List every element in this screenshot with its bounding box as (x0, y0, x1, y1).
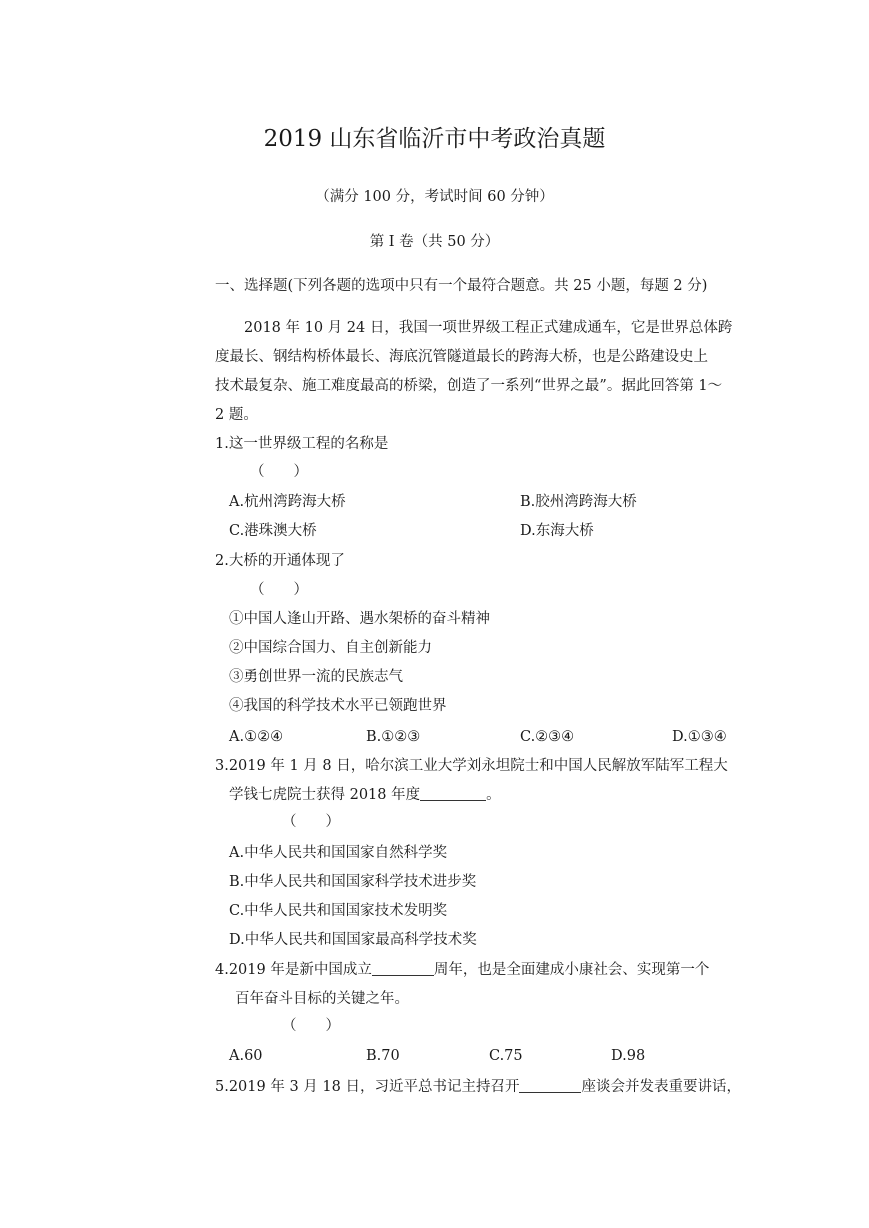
option-a: A.中华人民共和国国家自然科学奖 (229, 845, 448, 861)
answer-paren: （ ） (250, 464, 308, 480)
page-title: 2019 山东省临沂市中考政治真题 (263, 126, 606, 152)
statement-item: ④我国的科学技术水平已领跑世界 (229, 698, 447, 714)
answer-paren: （ ） (282, 1018, 340, 1034)
question-1-stem: 1.这一世界级工程的名称是 (215, 436, 389, 452)
volume-heading: 第 I 卷（共 50 分） (369, 234, 500, 250)
question-3-stem: 3.2019 年 1 月 8 日，哈尔滨工业大学刘永坦院士和中国人民解放军陆军工程大 (215, 758, 728, 774)
stem-text: 座谈会并发表重要讲话， (581, 1079, 741, 1095)
option-d: D.①③④ (672, 729, 727, 745)
question-4-stem (215, 960, 709, 980)
material-line: 2018 年 10 月 24 日，我国一项世界级工程正式建成通车，它是世界总体跨 (244, 320, 733, 336)
option-c: C.②③④ (520, 729, 575, 745)
question-5-stem (215, 1077, 741, 1097)
material-line: 2 题。 (215, 407, 258, 423)
option-b: B.70 (366, 1048, 400, 1064)
statement-item: ③勇创世界一流的民族志气 (229, 669, 403, 685)
statement-item: ②中国综合国力、自主创新能力 (229, 640, 432, 656)
stem-text: 4.2019 年是新中国成立 (215, 962, 372, 978)
statement-item: ①中国人逢山开路、遇水架桥的奋斗精神 (229, 611, 490, 627)
option-b: B.胶州湾跨海大桥 (520, 494, 637, 510)
material-line: 技术最复杂、施工难度最高的桥梁，创造了一系列“世界之最”。据此回答第 1～ (215, 378, 723, 394)
question-3-stem-cont (229, 785, 501, 805)
material-line: 度最长、钢结构桥体最长、海底沉管隧道最长的跨海大桥，也是公路建设史上 (215, 349, 708, 365)
option-c: C.中华人民共和国国家技术发明奖 (229, 903, 448, 919)
section-heading: 一、选择题(下列各题的选项中只有一个最符合题意。共 25 小题，每题 2 分) (215, 278, 708, 294)
question-2-stem: 2.大桥的开通体现了 (215, 553, 345, 569)
option-d: D.98 (611, 1048, 646, 1064)
option-d: D.中华人民共和国国家最高科学技术奖 (229, 932, 477, 948)
option-b: B.①②③ (366, 729, 421, 745)
question-4-stem-cont: 百年奋斗目标的关键之年。 (235, 991, 409, 1007)
stem-text: 周年，也是全面建成小康社会、实现第一个 (433, 962, 710, 978)
stem-text: 。 (486, 787, 501, 803)
option-b: B.中华人民共和国国家科学技术进步奖 (229, 874, 477, 890)
exam-subtitle: （满分 100 分，考试时间 60 分钟） (315, 189, 554, 205)
option-c: C.75 (489, 1048, 523, 1064)
stem-text: 学钱七虎院士获得 2018 年度 (229, 787, 421, 803)
option-d: D.东海大桥 (520, 523, 594, 539)
option-a: A.①②④ (229, 729, 284, 745)
fill-blank (372, 961, 434, 976)
stem-text: 5.2019 年 3 月 18 日，习近平总书记主持召开 (215, 1079, 520, 1095)
option-a: A.杭州湾跨海大桥 (229, 494, 346, 510)
fill-blank (519, 1078, 581, 1093)
answer-paren: （ ） (282, 814, 340, 830)
option-c: C.港珠澳大桥 (229, 523, 317, 539)
fill-blank (420, 786, 486, 801)
answer-paren: （ ） (250, 582, 308, 598)
option-a: A.60 (229, 1048, 263, 1064)
